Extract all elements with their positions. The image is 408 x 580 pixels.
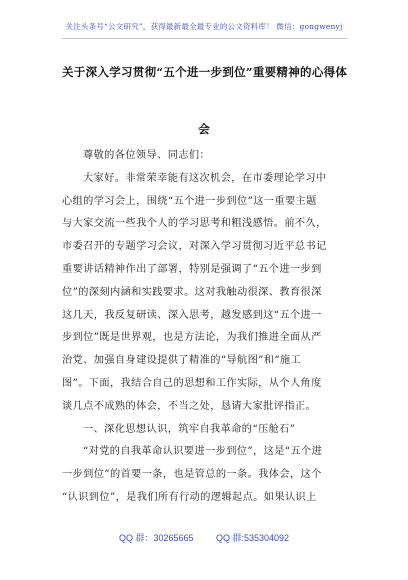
footer-qq-group-2: QQ 群:535304092: [216, 533, 290, 543]
text-line: 谈几点不成熟的体会，不当之处，恳请大家批评指正。: [62, 400, 317, 412]
text-line: 一步到位”的首要一条，也是管总的一条。我体会，这个: [62, 469, 322, 481]
document-title-continued: 会: [198, 122, 210, 136]
header-divider: [62, 38, 348, 39]
text-line: 图”。下面，我结合自己的思想和工作实际，从个人角度: [62, 377, 322, 389]
document-title: 关于深入学习贯彻“五个进一步到位”重要精神的心得体: [62, 65, 348, 79]
salutation: 尊敬的各位领导、同志们：: [83, 150, 211, 161]
section-heading: 一、深化思想认识，筑牢自我革命的“压舱石”: [83, 423, 296, 435]
document-body: [62, 145, 354, 510]
text-line: 心组的学习会上，围绕“五个进一步到位”这一重要主题: [62, 195, 317, 207]
text-line: 位”的深刻内涵和实践要求。这对我触动很深、教育很深: [62, 286, 322, 298]
footer-contact: [0, 531, 408, 544]
paragraph-intro: [62, 168, 354, 419]
text-line: 大家好。非常荣幸能有这次机会，在市委理论学习中: [83, 172, 327, 184]
text-line: 步到位”既是世界观，也是方法论，为我们推进全面从严: [62, 332, 322, 344]
text-line: 市委召开的专题学习会议，对深入学习贯彻习近平总书记: [62, 241, 327, 253]
text-line: “认识到位”，是我们所有行动的逻辑起点。如果认识上: [62, 491, 317, 503]
text-line: 治党、加强自身建设提供了精准的“导航图”和“施工: [62, 355, 302, 367]
text-line: “对党的自我革命认识要进一步到位”，这是“五个进: [83, 446, 323, 458]
header-promo-note: 关注头条号“公文研究”，获得最新最全最专业的公文资料库！ 微信：gongwenyj: [65, 22, 343, 31]
footer-qq-group-1: QQ 群：30265665: [118, 533, 194, 543]
text-line: 这几天，我反复研读、深入思考，越发感到这“五个进一: [62, 309, 322, 321]
text-line: 重要讲话精神作出了部署，特别是强调了“五个进一步到: [62, 263, 322, 275]
text-line: 与大家交流一些我个人的学习思考和粗浅感悟。前不久，: [62, 218, 327, 230]
paragraph-section1: [62, 441, 354, 509]
